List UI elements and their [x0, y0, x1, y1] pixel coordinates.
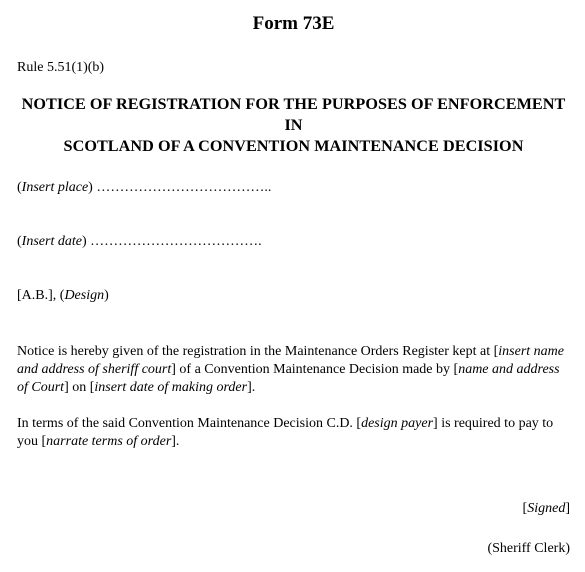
terms-text-1: In terms of the said Convention Maintenance Decision C.D. [ [17, 416, 362, 431]
notice-heading [17, 94, 570, 157]
date-label: Insert date [21, 234, 82, 249]
terms-text-2: ] is required to pay to you [ [17, 416, 554, 449]
signature-open: [ [522, 501, 528, 516]
date-dots: ………………………………. [90, 234, 262, 249]
signature-label: Signed [527, 501, 566, 516]
notice-placeholder-court: insert name and address of sheriff court [17, 344, 565, 377]
sheriff-clerk-label: (Sheriff Clerk) [487, 541, 570, 556]
place-label: Insert place [21, 180, 89, 195]
notice-paragraph [17, 343, 570, 397]
notice-heading-line-1: NOTICE OF REGISTRATION FOR THE PURPOSES OF ENFORCEMENT IN [21, 95, 566, 134]
terms-text-3: ]. [171, 434, 180, 449]
notice-placeholder-court-name: name and address of Court [17, 362, 560, 395]
signature-line [523, 500, 570, 518]
signature-close: ] [565, 501, 570, 516]
terms-paragraph [17, 415, 570, 451]
party-line [17, 287, 570, 305]
notice-heading-line-2: SCOTLAND OF A CONVENTION MAINTENANCE DECISION [63, 137, 524, 155]
date-line: (Insert date) ………………………………. [17, 234, 262, 249]
notice-text-3: ] on [ [64, 380, 95, 395]
notice-placeholder-order-date: insert date of making order [94, 380, 248, 395]
party-name: [A.B.], ( [17, 288, 65, 303]
notice-text-2: ] of a Convention Maintenance Decision made by [ [171, 362, 459, 377]
party-design: Design [64, 288, 105, 303]
notice-text-1: Notice is hereby given of the registration in the Maintenance Orders Register kept at [ [17, 344, 499, 359]
place-dots: ……………………………….. [96, 180, 272, 195]
terms-placeholder-order-terms: narrate terms of order [46, 434, 172, 449]
notice-text-4: ]. [247, 380, 256, 395]
place-line: (Insert place) ……………………………….. [17, 180, 272, 195]
party-close: ) [104, 288, 109, 303]
terms-placeholder-payer: design payer [361, 416, 434, 431]
form-title: Form 73E [252, 13, 335, 34]
rule-reference: Rule 5.51(1)(b) [17, 60, 105, 75]
